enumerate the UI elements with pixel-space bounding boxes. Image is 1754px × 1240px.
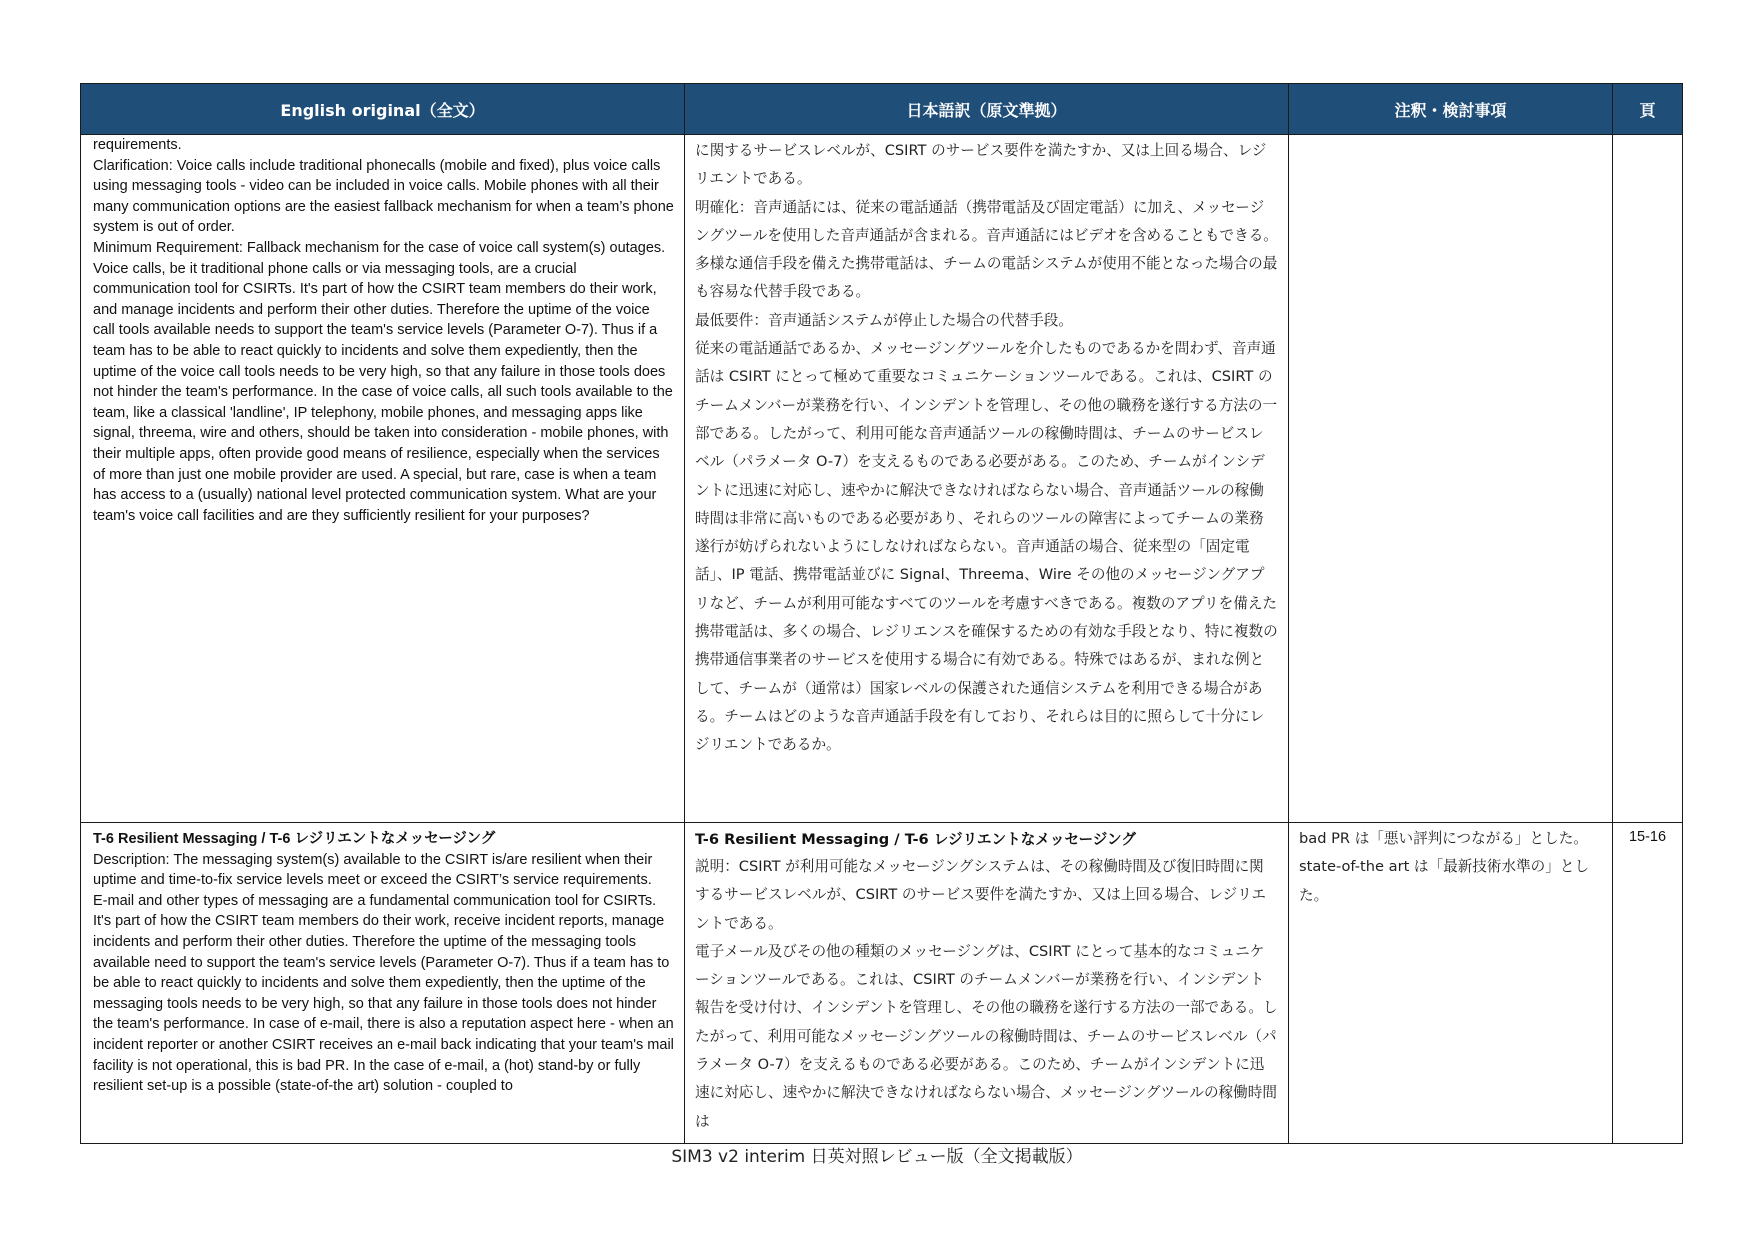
japanese-paragraph: 従来の電話通話であるか、メッセージングツールを介したものであるかを問わず、音声通話は CSIRT にとって極めて重要なコミュニケーションツールである。これは、CSIRT のチームメンバーが業務を行い、インシデントを管理し、その他の職務を遂行する方法の一部である。したがって、利用可能な音声通話ツールの稼働時間は、チームのサービスレベル（パラメータ O-7）を支えるものである必要がある。このため、チームがインシデントに迅速に対応し、速やかに解決できなければならない場合、音声通話ツールの稼働時間は非常に高いものである必要があり、それらのツールの障害によってチームの業務遂行が妨げられないようにしなければならない。音声通話の場合、従来型の「固定電話」、IP 電話、携帯電話並びに Signal、Threema、Wire その他のメッセージングアプリなど、チームが利用可能なすべてのツールを考慮すべきである。複数のアプリを備えた携帯電話は、多くの場合、レジリエンスを確保するための有効な手段となり、特に複数の携帯通信事業者のサービスを使用する場合に有効である。特殊ではあるが、まれな例として、チームが（通常は）国家レベルの保護された通信システムを利用できる場合がある。チームはどのような音声通話手段を有しており、それらは目的に照らして十分にレジリエントであるか。 — [695, 340, 1278, 754]
english-paragraph: requirements. — [93, 137, 182, 153]
note-cell — [1289, 135, 1613, 823]
column-header-japanese: 日本語訳（原文準拠） — [685, 84, 1289, 135]
english-cell — [81, 135, 685, 823]
japanese-paragraph: に関するサービスレベルが、CSIRT のサービス要件を満たすか、又は上回る場合、レジリエントである。 — [695, 142, 1267, 188]
japanese-paragraph: 明確化：音声通話には、従来の電話通話（携帯電話及び固定電話）に加え、メッセージングツールを使用した音声通話が含まれる。音声通話にはビデオを含めることもできる。多様な通信手段を備えた携帯電話は、チームの電話システムが使用不能となった場合の最も容易な代替手段である。 — [695, 198, 1278, 301]
japanese-cell — [685, 135, 1289, 823]
table-row — [81, 823, 1683, 1144]
english-paragraph: E-mail and other types of messaging are a fundamental communication tool for CSIRTs. It's part of how the CSIRT team members do their work, receive incident reports, manage incidents and perform their other duties. Therefore the uptime of the messaging tools available need to support the team's service levels (Parameter O-7). Thus if a team has to be able to react quickly to incidents and solve them expediently, then the uptime of the messaging tools needs to be very high, so that any failure in those tools does not hinder the team's performance. In case of e-mail, there is also a reputation aspect here - when an incident reporter or another CSIRT receives an e-mail back indicating that your team's mail facility is not operational, this is bad PR. In the case of e-mail, a (hot) stand-by or fully resilient set-up is a possible (state-of-the art) solution - coupled to — [93, 892, 674, 1095]
japanese-paragraph: 説明：CSIRT が利用可能なメッセージングシステムは、その稼働時間及び復旧時間に関するサービスレベルが、CSIRT のサービス要件を満たすか、又は上回る場合、レジリエントである。 — [695, 858, 1267, 932]
japanese-cell — [685, 823, 1289, 1144]
english-section-title: T-6 Resilient Messaging / T-6 レジリエントなメッセージング — [93, 831, 496, 847]
english-paragraph: Clarification: Voice calls include traditional phonecalls (mobile and fixed), plus voice calls using messaging tools - video can be included in voice calls. Mobile phones with all their many communication options are the easiest fallback mechanism for when a team’s phone system is out of order. — [93, 157, 674, 236]
table-row — [81, 135, 1683, 823]
japanese-paragraph: 最低要件：音声通話システムが停止した場合の代替手段。 — [695, 311, 1073, 329]
page-footer: SIM3 v2 interim 日英対照レビュー版（全文掲載版） — [671, 1147, 1083, 1167]
japanese-section-title: T-6 Resilient Messaging / T-6 レジリエントなメッセージング — [695, 831, 1136, 848]
english-paragraph: Voice calls, be it traditional phone calls or via messaging tools, are a crucial communication tool for CSIRTs. It's part of how the CSIRT team members do their work, and manage incidents and perform their other duties. Therefore the uptime of the voice call tools available needs to support the team's service levels (Parameter O-7). Thus if a team has to be able to react quickly to incidents and solve them expediently, then the uptime of the voice call tools needs to be very high, so that any failure in those tools does not hinder the team's performance. In the case of voice calls, all such tools available to the team, like a classical 'landline', IP telephony, mobile phones, and messaging apps like signal, threema, wire and others, should be taken into consideration - mobile phones, with their multiple apps, often provide good means of resilience, especially when the services of more than just one mobile provider are used. A special, but rare, case is when a team has access to a (usually) national level protected communication system. What are your team's voice call facilities and are they sufficiently resilient for your purposes? — [93, 260, 673, 524]
english-paragraph: Minimum Requirement: Fallback mechanism for the case of voice call system(s) outages. — [93, 239, 666, 256]
page-cell — [1613, 135, 1683, 823]
page-cell: 15-16 — [1613, 823, 1683, 1144]
column-header-english: English original（全文） — [81, 84, 685, 135]
column-header-page: 頁 — [1613, 84, 1683, 135]
review-table — [80, 83, 1683, 1144]
english-paragraph: Description: The messaging system(s) available to the CSIRT is/are resilient when their uptime and time-to-fix service levels meet or exceed the CSIRT’s service requirements. — [93, 851, 653, 889]
english-cell — [81, 823, 685, 1144]
note-cell: bad PR は「悪い評判につながる」とした。state-of-the art は「最新技術水準の」とした。 — [1289, 823, 1613, 1144]
header-row — [81, 84, 1683, 135]
column-header-notes: 注釈・検討事項 — [1289, 84, 1613, 135]
japanese-paragraph: 電子メール及びその他の種類のメッセージングは、CSIRT にとって基本的なコミュニケーションツールである。これは、CSIRT のチームメンバーが業務を行い、インシデント報告を受け付け、インシデントを管理し、その他の職務を遂行する方法の一部である。したがって、利用可能なメッセージングツールの稼働時間は、チームのサービスレベル（パラメータ O-7）を支えるものである必要がある。このため、チームがインシデントに迅速に対応し、速やかに解決できなければならない場合、メッセージングツールの稼働時間は — [695, 942, 1278, 1130]
